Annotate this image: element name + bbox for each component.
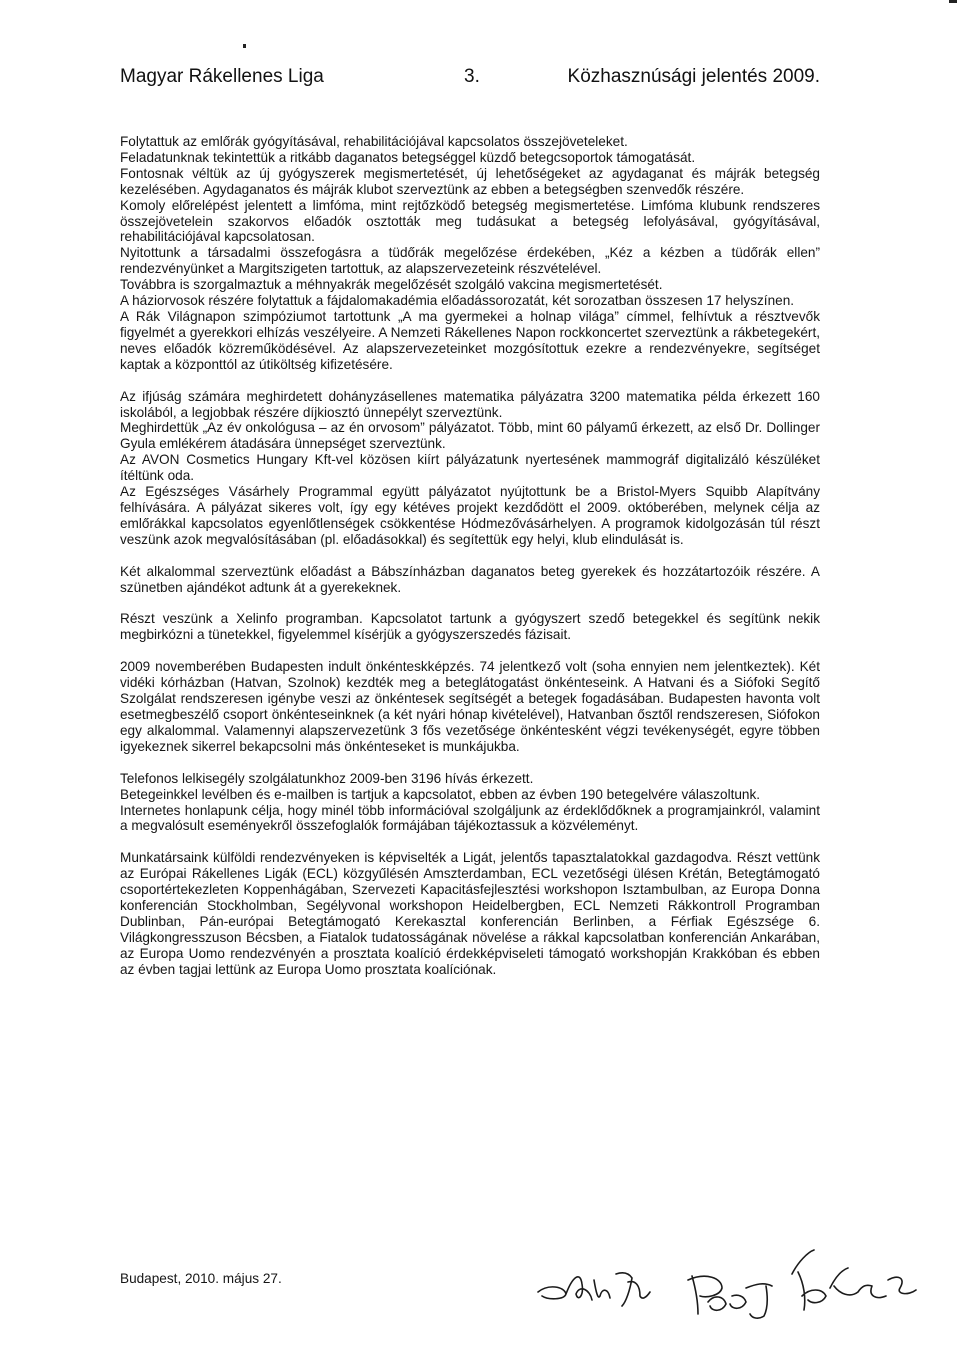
paragraph-international [120, 850, 820, 977]
text-line: A Rák Világnapon szimpóziumot tartottunk „A ma gyermekei a holnap világa” címmel, felhívtuk a résztvevők figyelmét a gyerekkori elhízás veszélyeire. A Nemzeti Rákellenes Napon rockkoncertet szerveztünk a rákbetegekért, neves előadók közreműködésével. Az alapszervezeteinket mozgósítottuk ezekre a rendezvényekre, segítséget kaptak a központtól az útiköltség kifizetésére. [120, 308, 820, 372]
text-line: Munkatársaink külföldi rendezvényeken is képviselték a Ligát, jelentős tapasztalatokkal gazdagodva. Részt vettünk az Európai Rákellenes Ligák (ECL) közgyűlésén Amszterdamban, ECL vezetőségi ülésen Krétán, Betegtámogató csoportértekezleten Koppenhágában, Szervezeti Kapacitásfejlesztési workshopon Isztambulban, az Europa Donna konferencián Stockholmban, Segélyvonal workshopon Heidelbergben, ECL Nemzeti Rákkontroll Programban Dublinban, Pán-európai Betegtámogató Kerekasztal konferencián Berlinben, a Férfiak Egészsége 6. Világkongresszuson Bécsben, a Fiatalok tudatosságának növelése a rákkal kapcsolatban konferencián Ankarában, az Europa Uomo rendezvényén a prosztata koalíció érdekképviseleti támogató workshopján Krakkóban és ebben az évben tagjai lettünk az Europa Uomo prosztata koalíciónak. [120, 850, 820, 977]
paragraph-activities [120, 134, 820, 373]
report-title: Közhasznúsági jelentés 2009. [567, 66, 820, 87]
report-body [120, 134, 820, 978]
paragraph-volunteers [120, 659, 820, 754]
scan-artifact [949, 0, 957, 3]
text-line: Telefonos lelkisegély szolgálatunkhoz 2009-ben 3196 hívás érkezett. [120, 770, 534, 786]
text-line: Két alkalommal szerveztünk előadást a Bábszínházban daganatos beteg gyerekek és hozzátartozóik részére. A szünetben ajándékot adtunk át a gyerekeknek. [120, 563, 820, 595]
scan-artifact [243, 44, 246, 48]
signature-1 [538, 1273, 650, 1306]
text-line: Feladatunknak tekintettük a ritkább daganatos betegséggel küzdő betegcsoportok támogatását. [120, 149, 696, 165]
text-line: Részt veszünk a Xelinfo programban. Kapcsolatot tartunk a gyógyszert szedő betegekkel és segítünk nekik megbirkózni a tünetekkel, figyelemmel kísérjük a gyógyszerszedés fázisait. [120, 611, 820, 643]
text-line: Nyitottunk a társadalmi összefogásra a tüdőrák megelőzése érdekében, „Kéz a kézben a tüdőrák ellen” rendezvényünket a Margitszigeten tartottuk, az alapszervezeteink részvételével. [120, 245, 820, 277]
place-date: Budapest, 2010. május 27. [120, 1271, 282, 1286]
text-line: Betegeinkkel levélben és e-mailben is tartjuk a kapcsolatot, ebben az évben 190 betegelvére válaszoltunk. [120, 786, 761, 802]
text-line: Az Egészséges Vásárhely Programmal együtt pályázatot nyújtottunk be a Bristol-Myers Squibb Alapítvány felhívására. A pályázat sikeres volt, így egy kétéves projekt kezdődött el 2009. októberében, melynek célja az emlőrákkal kapcsolatos egyenlőtlenségek csökkentése Hódmezővásárhelyen. A programok kidolgozásán túl részt veszünk azok megvalósításában (pl. előadásokkal) és segítettük egy helyi, klub elindulását is. [120, 484, 820, 547]
text-line: Internetes honlapunk célja, hogy minél több információval szolgáljunk az érdeklődőknek a programjainkról, valamint a megvalósult eseményekről összefoglalók formájában tájékoztassuk a közvéleményt. [120, 802, 820, 834]
text-line: Komoly előrelépést jelentett a limfóma, mint rejtőzködő betegség megismertetése. Limfóma klubunk rendszeres összejövetelein szakorvos előadók osztották meg tudásukat a betegség lefolyásával, gyógyításával, rehabilitációjával kapcsolatosan. [120, 197, 820, 245]
text-line: A háziorvosok részére folytattuk a fájdalomakadémia előadássorozatát, két sorozatban összesen 17 helyszínen. [120, 293, 795, 309]
paragraph-helpline [120, 771, 820, 835]
signature-2 [688, 1276, 772, 1318]
text-line: Folytattuk az emlőrák gyógyításával, rehabilitációjával kapcsolatos összejöveteleket. [120, 134, 628, 149]
text-line: 2009 novemberében Budapesten indult önkénteskképzés. 74 jelentkező volt (soha ennyien nem jelentkeztek). Két vidéki kórházban (Hatvan, Szolnok) kezdték meg a beteglátogatást önkénteseink. A Hatvani és a Siófoki Segítő Szolgálat rendszeresen igénybe veszi az önkéntesek segítségét a betegek fogadásában. Budapesten havonta volt esetmegbeszélő csoport önkénteseinknek (a két nyári hónap kivételével), Hatvanban ősztől rendszeresen, Siófokon egy alkalommal. Valamennyi alapszervezetünk 3 fős vezetősége önkéntesként végzi tevékenységét, egyre többen igyekeznek sikerrel bekapcsolni más önkénteseket is munkájukba. [120, 659, 820, 754]
text-line: Fontosnak véltük az új gyógyszerek megismertetését, új lehetőségeket az agydaganat és májrák betegség kezelésében. Agydaganatos és májrák klubot szerveztünk az ebben a betegségben szenvedők részére. [120, 165, 820, 197]
paragraph-xelinfo [120, 611, 820, 643]
signature-3 [792, 1250, 916, 1310]
org-name: Magyar Rákellenes Liga [120, 66, 324, 87]
page-header [120, 66, 820, 94]
paragraph-puppet-theatre [120, 564, 820, 596]
handwritten-signatures [536, 1240, 926, 1325]
paragraph-competitions [120, 389, 820, 548]
page-number: 3. [464, 66, 480, 87]
text-line: Meghirdettük „Az év onkológusa – az én orvosom” pályázatot. Több, mint 60 pályamű érkezett, az első Dr. Dollinger Gyula emlékérem átadására ünnepséget szerveztünk. [120, 420, 820, 452]
text-line: Az AVON Cosmetics Hungary Kft-vel közösen kiírt pályázatunk nyertesének mammográf digitalizáló készüléket ítéltünk oda. [120, 452, 820, 484]
text-line: Az ifjúság számára meghirdetett dohányzásellenes matematika pályázatra 3200 matematika példa érkezett 160 iskolából, a legjobbak részére díjkiosztó ünnepélyt szerveztünk. [120, 388, 820, 420]
text-line: Továbbra is szorgalmaztuk a méhnyakrák megelőzését szolgáló vakcina megismertetését. [120, 277, 663, 293]
